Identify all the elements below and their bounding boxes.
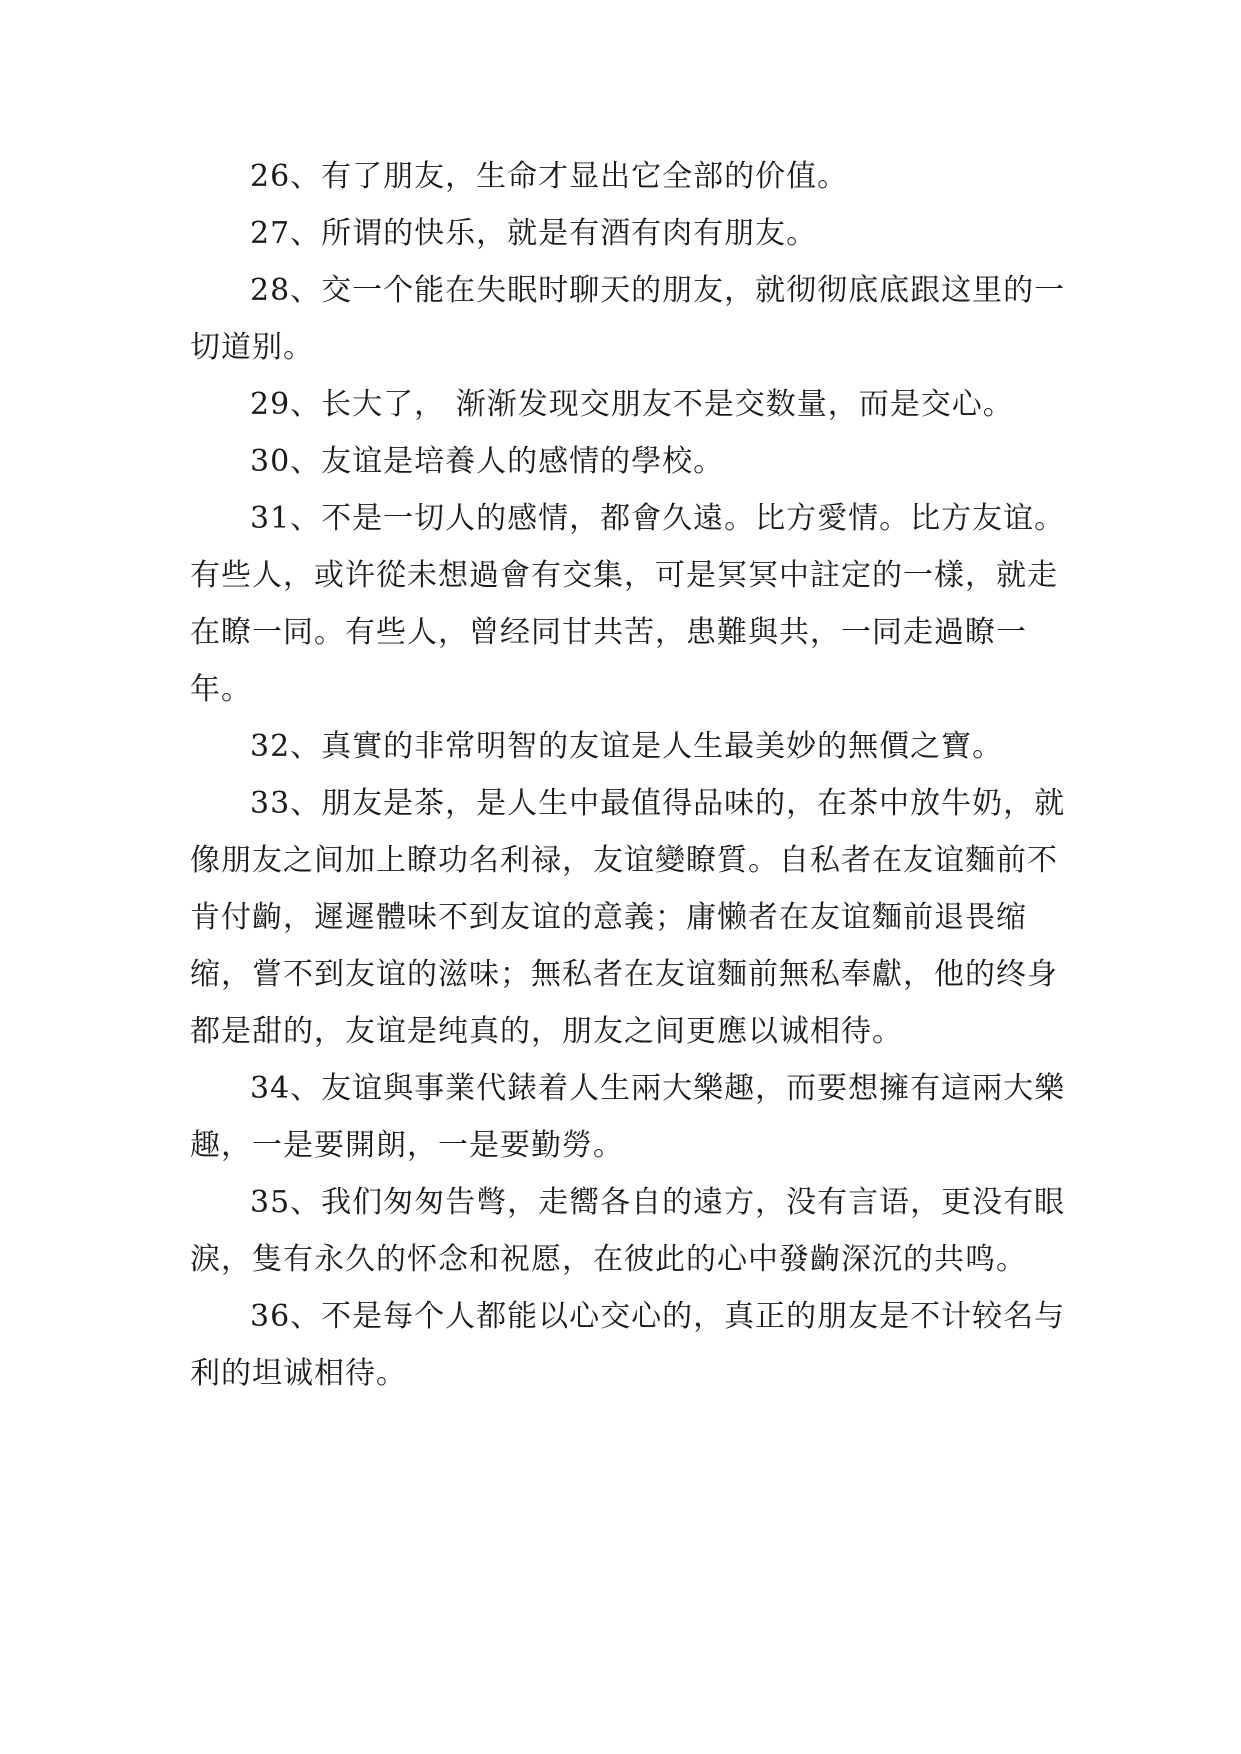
paragraph-34: 34、友谊與事業代錶着人生兩大樂趣，而要想擁有這兩大樂趣，一是要開朗，一是要勤勞。 (190, 1071, 1066, 1163)
paragraph-28: 28、交一个能在失眠时聊天的朋友，就彻彻底底跟这里的一切道别。 (190, 273, 1066, 365)
paragraph-33: 33、朋友是茶，是人生中最值得品味的，在茶中放牛奶，就像朋友之间加上瞭功名利禄，友谊變瞭質。自私者在友谊麵前不肯付齣，遲遲體味不到友谊的意義；庸懒者在友谊麵前退畏缩缩，嘗不到友谊的滋味；無私者在友谊麵前無私奉獻，他的终身都是甜的，友谊是纯真的，朋友之间更應以诚相待。 (190, 786, 1066, 1049)
paragraph-29: 29、长大了， 渐渐发现交朋友不是交数量，而是交心。 (250, 387, 1014, 422)
document-body (190, 148, 1070, 1402)
paragraph-27: 27、所谓的快乐，就是有酒有肉有朋友。 (250, 216, 818, 251)
paragraph-26: 26、有了朋友，生命才显出它全部的价值。 (250, 159, 849, 194)
paragraph-32: 32、真實的非常明智的友谊是人生最美妙的無價之寶。 (250, 729, 1004, 764)
paragraph-36: 36、不是每个人都能以心交心的，真正的朋友是不计较名与利的坦诚相待。 (190, 1299, 1066, 1391)
paragraph-31: 31、不是一切人的感情，都會久遠。比方愛情。比方友谊。有些人，或许從未想過會有交集，可是冥冥中註定的一樣，就走在瞭一同。有些人，曾经同甘共苦，患難與共，一同走過瞭一年。 (190, 501, 1066, 707)
paragraph-35: 35、我们匆匆告彆，走嚮各自的遠方，没有言语，更没有眼淚，隻有永久的怀念和祝愿，在彼此的心中發齣深沉的共鸣。 (190, 1185, 1066, 1277)
paragraph-30: 30、友谊是培養人的感情的學校。 (250, 444, 725, 479)
